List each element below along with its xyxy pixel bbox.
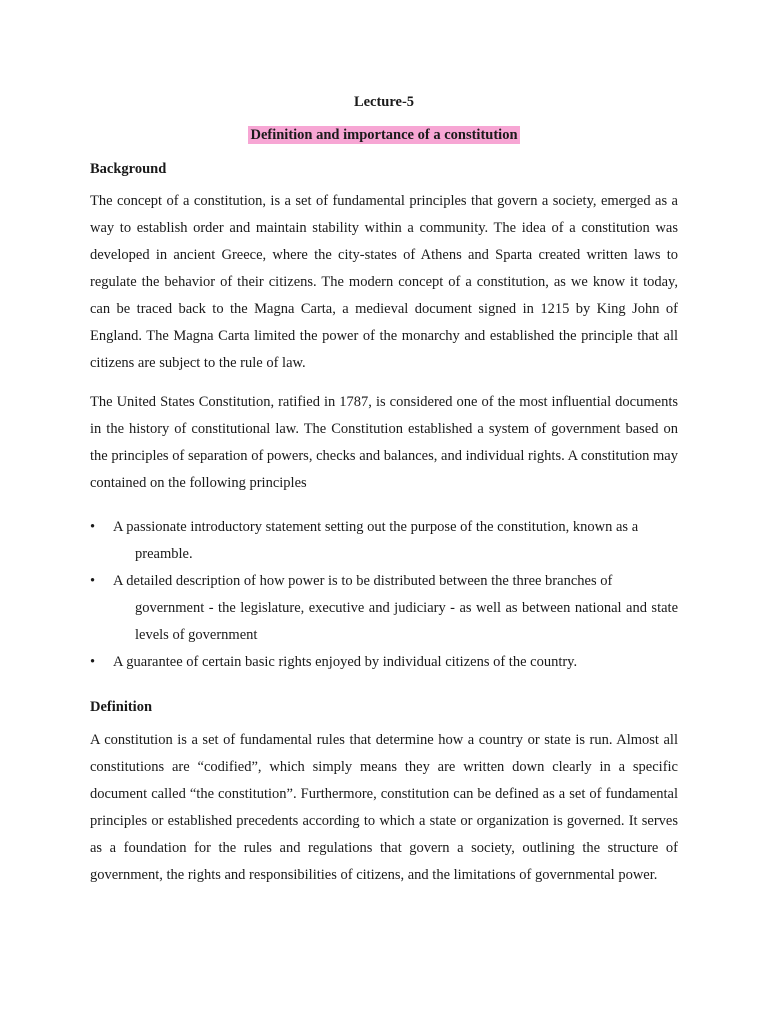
list-item — [90, 649, 678, 676]
definition-heading: Definition — [90, 699, 153, 715]
bullet-text-continued: government - the legislature, executive and judiciary - as well as between national and state levels of government — [135, 600, 678, 643]
title-wrap — [90, 126, 678, 144]
definition-paragraph: A constitution is a set of fundamental rules that determine how a country or state is run. Almost all constitutions are “codified”, which simply means they are written down clearly in a specific document called “the constitution”. Furthermore, constitution can be defined as a set of fundamental principles or established precedents according to which a state or organization is governed. It serves as a foundation for the rules and regulations that govern a society, outlining the structure of government, the rights and responsibilities of citizens, and the limitations of governmental power. — [90, 732, 678, 883]
bullet-dot: • — [90, 654, 96, 670]
bullet-text: A detailed description of how power is to be distributed between the three branches of — [113, 573, 613, 589]
background-heading: Background — [90, 161, 167, 177]
bullet-text-continued: preamble. — [135, 546, 193, 562]
principles-list — [90, 514, 678, 676]
background-paragraph-1: The concept of a constitution, is a set of fundamental principles that govern a society, emerged as a way to establish order and maintain stability within a community. The idea of a constitution was developed in ancient Greece, where the city-states of Athens and Sparta created written laws to regulate the behavior of their citizens. The modern concept of a constitution, as we know it today, can be traced back to the Magna Carta, a medieval document signed in 1215 by King John of England. The Magna Carta limited the power of the monarchy and established the principle that all citizens are subject to the rule of law. — [90, 193, 678, 371]
document-title: Definition and importance of a constitution — [250, 127, 518, 143]
bullet-dot: • — [90, 573, 96, 589]
list-item — [90, 514, 678, 568]
list-item — [90, 568, 678, 649]
bullet-dot: • — [90, 519, 96, 535]
bullet-text: A passionate introductory statement setting out the purpose of the constitution, known as a — [113, 519, 639, 535]
background-paragraph-2: The United States Constitution, ratified in 1787, is considered one of the most influential documents in the history of constitutional law. The Constitution established a system of government based on the principles of separation of powers, checks and balances, and individual rights. A constitution may contained on the following principles — [90, 394, 678, 491]
bullet-text: A guarantee of certain basic rights enjoyed by individual citizens of the country. — [113, 654, 578, 670]
lecture-label: Lecture-5 — [353, 94, 415, 110]
